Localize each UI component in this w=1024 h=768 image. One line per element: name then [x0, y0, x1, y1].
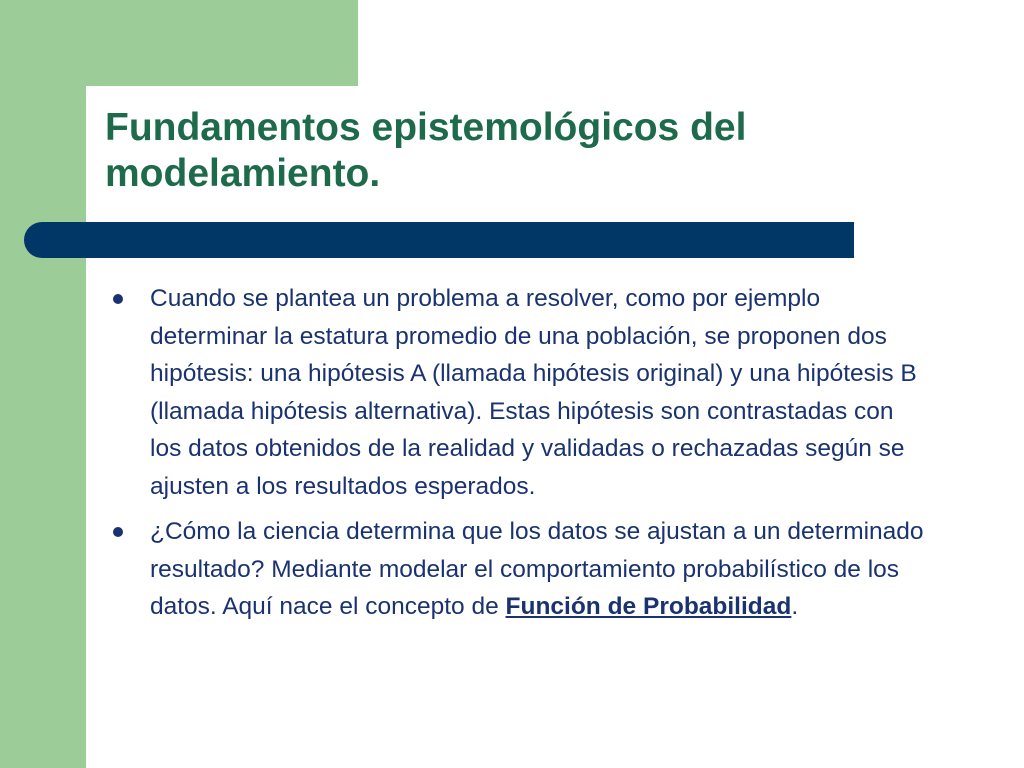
title-divider-bar — [24, 222, 854, 258]
green-left-band — [0, 0, 86, 768]
bullet-item-hypotheses — [110, 280, 930, 505]
bullet-list — [110, 280, 930, 634]
bullet-text: ¿Cómo la ciencia determina que los datos se ajustan a un determinado resultado? Mediante modelar el comportamiento probabilístico de los datos. Aquí nace el concepto de — [150, 518, 924, 620]
bullet-text: Cuando se plantea un problema a resolver, como por ejemplo determinar la estatura promedio de una población, se proponen dos hipótesis: una hipótesis A (llamada hipótesis original) y una hipótesis B (llamada hipótesis alternativa). Estas hipótesis son contrastadas con los datos obtenidos de la realidad y validadas o rechazadas según se ajusten a los resultados esperados. — [150, 285, 917, 500]
slide-title: Fundamentos epistemológicos del modelamiento. — [105, 106, 747, 195]
bullet-dot-icon — [113, 294, 123, 304]
green-top-band — [0, 0, 358, 86]
bullet-text-end: . — [791, 593, 799, 620]
probability-function-link[interactable]: Función de Probabilidad — [505, 593, 792, 620]
bullet-dot-icon — [113, 527, 123, 537]
bullet-item-probability — [110, 513, 930, 626]
